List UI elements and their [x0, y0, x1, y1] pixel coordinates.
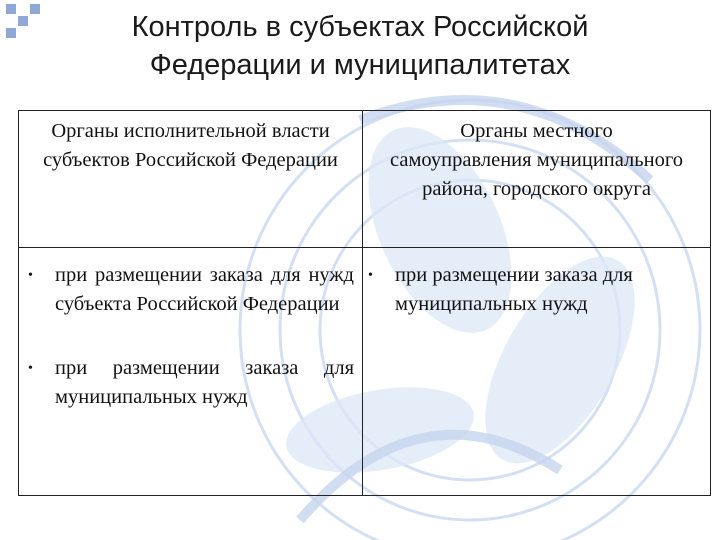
slide-title: Контроль в субъектах Российской Федерации и муниципалитетах: [131, 11, 589, 81]
table-body-row: [19, 248, 711, 496]
bullet-icon: •: [28, 268, 33, 283]
right-body-cell: [363, 248, 711, 496]
corner-squares-icon: [6, 4, 46, 44]
list-item-text: при размещении заказа для нужд субъекта Российской Федерации: [55, 264, 354, 315]
bullet-icon: •: [28, 361, 33, 376]
bullet-icon: •: [368, 268, 373, 283]
list-item-text: при размещении заказа для муниципальных нужд: [395, 264, 633, 315]
left-body-cell: [19, 248, 363, 496]
list-item: [363, 261, 710, 319]
header-left-cell: Органы исполнительной власти субъектов Российской Федерации: [19, 111, 363, 248]
list-item-text: при размещении заказа для муниципальных нужд: [55, 357, 354, 408]
table-header-row: [19, 111, 711, 248]
header-right-cell: Органы местного самоуправления муниципального района, городского округа: [363, 111, 711, 248]
comparison-table: [18, 110, 711, 496]
list-item: [19, 261, 362, 319]
list-item: [19, 354, 362, 412]
